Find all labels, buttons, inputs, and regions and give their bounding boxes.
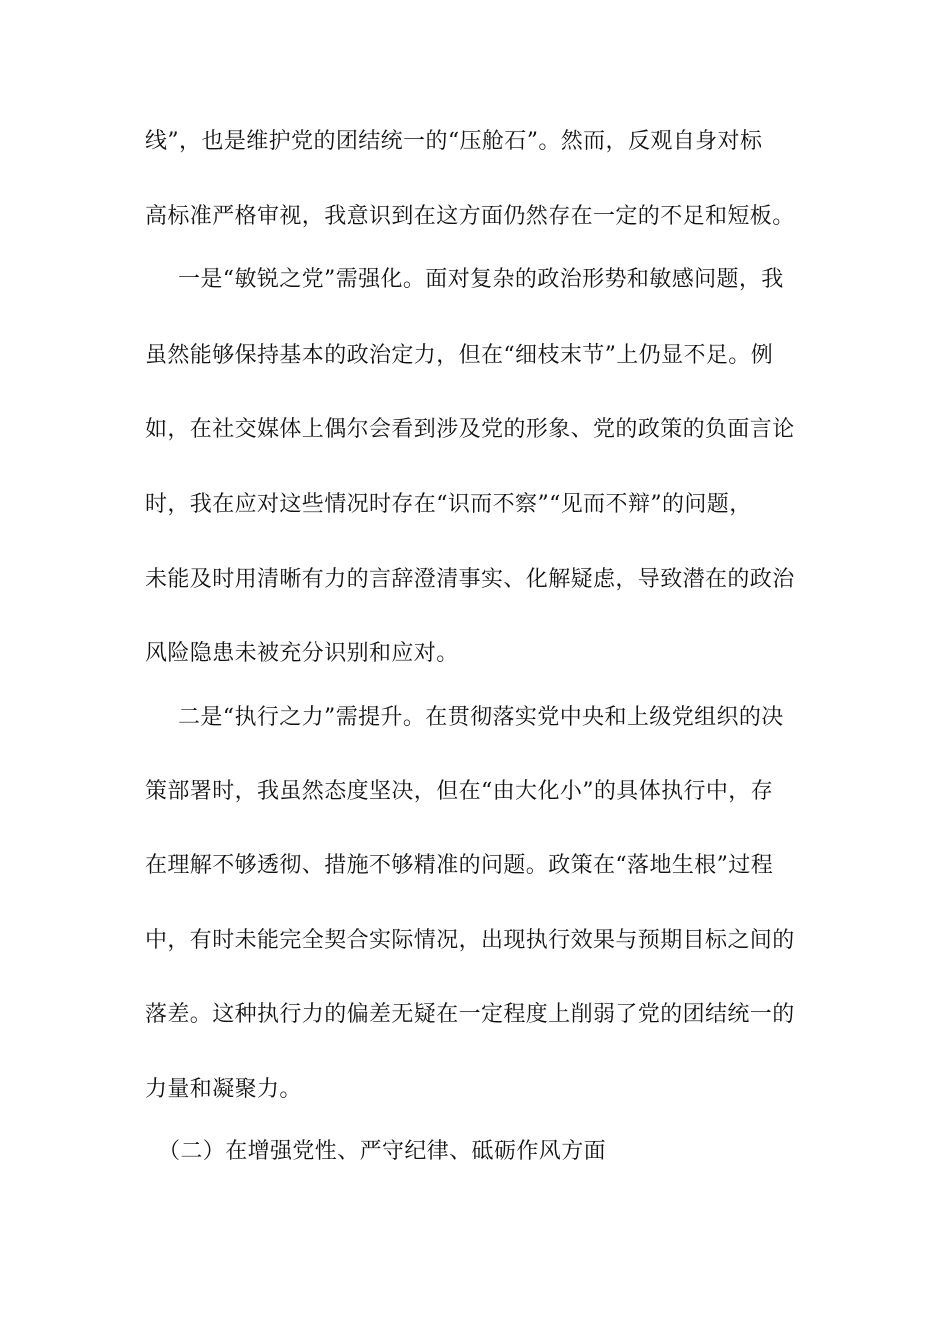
body-text-line: 中，有时未能完全契合实际情况，出现执行效果与预期目标之间的 bbox=[145, 928, 795, 953]
body-text-line: 如，在社交媒体上偶尔会看到涉及党的形象、党的政策的负面言论 bbox=[145, 417, 795, 442]
body-text-line: 落差。这种执行力的偏差无疑在一定程度上削弱了党的团结统一的 bbox=[145, 1002, 795, 1027]
body-text-line: 风险隐患未被充分识别和应对。 bbox=[145, 641, 459, 666]
body-text-line: 虽然能够保持基本的政治定力，但在“细枝末节”上仍显不足。例 bbox=[145, 343, 774, 368]
section-heading: （二）在增强党性、严守纪律、砥砺作风方面 bbox=[158, 1139, 607, 1164]
body-text-line: 线”，也是维护党的团结统一的“压舱石”。然而，反观自身对标 bbox=[145, 129, 763, 154]
body-text-line: 力量和凝聚力。 bbox=[145, 1077, 302, 1102]
body-text-line: 未能及时用清晰有力的言辞澄清事实、化解疑虑，导致潜在的政治 bbox=[145, 567, 795, 592]
paragraph-start-line: 一是“敏锐之党”需强化。面对复杂的政治形势和敏感问题，我 bbox=[178, 267, 784, 292]
body-text-line: 策部署时，我虽然态度坚决，但在“由大化小”的具体执行中，存 bbox=[145, 779, 774, 804]
paragraph-start-line: 二是“执行之力”需提升。在贯彻落实党中央和上级党组织的决 bbox=[178, 705, 784, 730]
body-text-line: 时，我在应对这些情况时存在“识而不察”“见而不辩”的问题， bbox=[145, 492, 752, 517]
body-text-line: 在理解不够透彻、措施不够精准的问题。政策在“落地生根”过程 bbox=[145, 853, 774, 878]
body-text-line: 高标准严格审视，我意识到在这方面仍然存在一定的不足和短板。 bbox=[145, 204, 795, 229]
